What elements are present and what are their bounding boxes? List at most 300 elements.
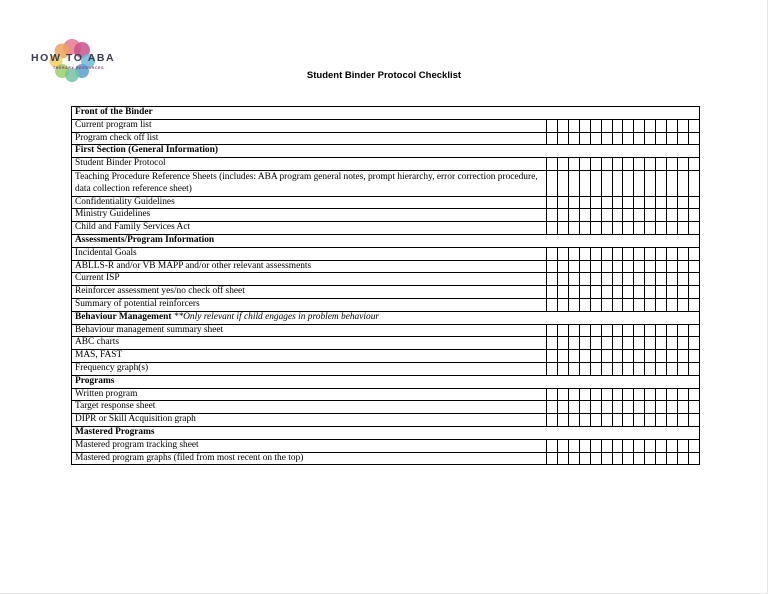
check-box[interactable] [678,414,689,427]
check-box[interactable] [601,324,612,337]
check-box[interactable] [568,414,579,427]
check-box[interactable] [678,209,689,222]
check-box[interactable] [547,260,558,273]
check-box[interactable] [612,401,623,414]
check-box[interactable] [667,298,678,311]
check-box[interactable] [601,388,612,401]
check-box[interactable] [678,388,689,401]
check-box[interactable] [656,452,667,465]
check-box[interactable] [579,222,590,235]
check-box[interactable] [568,439,579,452]
check-box[interactable] [667,452,678,465]
check-box[interactable] [656,362,667,375]
check-box[interactable] [667,439,678,452]
check-box[interactable] [656,119,667,132]
check-box[interactable] [645,158,656,171]
check-box[interactable] [557,388,568,401]
check-box[interactable] [557,324,568,337]
check-box[interactable] [557,222,568,235]
check-box[interactable] [634,298,645,311]
check-box[interactable] [623,298,634,311]
check-box[interactable] [568,452,579,465]
check-box[interactable] [667,170,678,196]
check-box[interactable] [579,247,590,260]
check-box[interactable] [623,209,634,222]
check-box[interactable] [688,362,699,375]
check-box[interactable] [678,452,689,465]
check-box[interactable] [645,170,656,196]
check-box[interactable] [634,119,645,132]
check-box[interactable] [590,222,601,235]
check-box[interactable] [547,222,558,235]
check-box[interactable] [634,401,645,414]
check-box[interactable] [634,260,645,273]
check-box[interactable] [623,337,634,350]
check-box[interactable] [557,170,568,196]
check-box[interactable] [634,388,645,401]
check-box[interactable] [688,132,699,145]
check-box[interactable] [645,388,656,401]
check-box[interactable] [601,286,612,299]
check-box[interactable] [678,350,689,363]
check-box[interactable] [667,273,678,286]
check-box[interactable] [656,439,667,452]
check-box[interactable] [678,119,689,132]
check-box[interactable] [623,350,634,363]
check-box[interactable] [656,337,667,350]
check-box[interactable] [656,247,667,260]
check-box[interactable] [547,247,558,260]
check-box[interactable] [579,401,590,414]
check-box[interactable] [678,273,689,286]
check-box[interactable] [612,170,623,196]
check-box[interactable] [590,362,601,375]
check-box[interactable] [623,414,634,427]
check-box[interactable] [634,196,645,209]
check-box[interactable] [645,196,656,209]
check-box[interactable] [667,209,678,222]
check-box[interactable] [634,222,645,235]
check-box[interactable] [667,247,678,260]
check-box[interactable] [678,337,689,350]
check-box[interactable] [568,350,579,363]
check-box[interactable] [688,222,699,235]
section-header-row [72,426,700,439]
check-box[interactable] [579,209,590,222]
check-box[interactable] [678,196,689,209]
check-box[interactable] [557,401,568,414]
check-box[interactable] [579,337,590,350]
check-box[interactable] [612,452,623,465]
check-box[interactable] [623,132,634,145]
check-box[interactable] [688,209,699,222]
check-box[interactable] [590,132,601,145]
check-box[interactable] [579,298,590,311]
check-box[interactable] [678,362,689,375]
check-box[interactable] [601,119,612,132]
check-box[interactable] [656,350,667,363]
check-box[interactable] [656,414,667,427]
check-box[interactable] [623,362,634,375]
check-box[interactable] [623,324,634,337]
check-box[interactable] [656,222,667,235]
check-box[interactable] [688,439,699,452]
check-box[interactable] [656,209,667,222]
check-box[interactable] [688,286,699,299]
check-box[interactable] [612,132,623,145]
check-box[interactable] [678,260,689,273]
checklist-table [71,106,700,465]
check-box[interactable] [645,132,656,145]
checklist-row [72,452,700,465]
check-box[interactable] [568,247,579,260]
check-box[interactable] [557,132,568,145]
check-box[interactable] [579,132,590,145]
check-box[interactable] [667,132,678,145]
check-box[interactable] [667,286,678,299]
check-box[interactable] [656,196,667,209]
check-box[interactable] [667,350,678,363]
check-box[interactable] [688,170,699,196]
check-box[interactable] [557,350,568,363]
check-box[interactable] [568,298,579,311]
check-box[interactable] [579,439,590,452]
check-box[interactable] [612,388,623,401]
check-box[interactable] [656,273,667,286]
check-box[interactable] [634,273,645,286]
check-box[interactable] [557,298,568,311]
check-box[interactable] [579,260,590,273]
check-box[interactable] [688,247,699,260]
check-box[interactable] [645,414,656,427]
section-heading-text: Front of the Binder [75,107,153,117]
check-box[interactable] [667,401,678,414]
check-box[interactable] [568,401,579,414]
check-box[interactable] [688,337,699,350]
check-box[interactable] [568,362,579,375]
check-box[interactable] [688,414,699,427]
check-box[interactable] [557,414,568,427]
check-box[interactable] [688,324,699,337]
check-box[interactable] [601,260,612,273]
check-box[interactable] [645,350,656,363]
check-box[interactable] [667,222,678,235]
check-box[interactable] [688,401,699,414]
check-box[interactable] [579,170,590,196]
check-box[interactable] [667,414,678,427]
check-box[interactable] [612,158,623,171]
check-box[interactable] [590,337,601,350]
check-box[interactable] [590,298,601,311]
check-box[interactable] [678,158,689,171]
check-box[interactable] [601,439,612,452]
check-box[interactable] [568,132,579,145]
check-box[interactable] [557,286,568,299]
check-box[interactable] [612,196,623,209]
check-box[interactable] [645,247,656,260]
check-box[interactable] [678,222,689,235]
check-box[interactable] [667,388,678,401]
check-box[interactable] [547,196,558,209]
check-box[interactable] [547,209,558,222]
check-box[interactable] [547,298,558,311]
check-box[interactable] [547,439,558,452]
section-header-row [72,107,700,120]
check-box[interactable] [568,209,579,222]
check-box[interactable] [547,324,558,337]
check-box[interactable] [623,388,634,401]
check-box[interactable] [656,401,667,414]
check-box[interactable] [579,414,590,427]
check-box[interactable] [579,158,590,171]
check-box[interactable] [634,414,645,427]
check-box[interactable] [645,401,656,414]
check-box[interactable] [623,401,634,414]
check-box[interactable] [601,452,612,465]
check-box[interactable] [612,324,623,337]
check-box[interactable] [623,196,634,209]
check-box[interactable] [688,119,699,132]
check-box[interactable] [579,362,590,375]
check-box[interactable] [601,196,612,209]
check-box[interactable] [590,439,601,452]
check-box[interactable] [547,388,558,401]
check-box[interactable] [557,452,568,465]
check-box[interactable] [601,350,612,363]
check-box[interactable] [590,286,601,299]
check-box[interactable] [568,388,579,401]
check-box[interactable] [688,298,699,311]
check-box[interactable] [678,324,689,337]
check-box[interactable] [601,132,612,145]
check-box[interactable] [688,158,699,171]
check-box[interactable] [656,324,667,337]
check-box[interactable] [623,170,634,196]
check-box[interactable] [590,247,601,260]
check-box[interactable] [547,337,558,350]
check-box[interactable] [634,132,645,145]
check-box[interactable] [667,324,678,337]
check-box[interactable] [590,452,601,465]
check-box[interactable] [547,452,558,465]
check-box[interactable] [645,222,656,235]
check-box[interactable] [612,298,623,311]
check-box[interactable] [612,209,623,222]
check-box[interactable] [557,337,568,350]
check-box[interactable] [634,324,645,337]
check-box[interactable] [678,286,689,299]
check-box[interactable] [645,324,656,337]
check-box[interactable] [634,439,645,452]
check-box[interactable] [645,298,656,311]
check-box[interactable] [667,337,678,350]
check-box[interactable] [590,273,601,286]
check-box[interactable] [579,388,590,401]
check-box[interactable] [601,401,612,414]
check-box[interactable] [678,247,689,260]
check-box[interactable] [634,286,645,299]
check-box[interactable] [634,452,645,465]
check-box[interactable] [623,286,634,299]
check-box[interactable] [688,273,699,286]
check-box[interactable] [634,362,645,375]
check-box[interactable] [590,119,601,132]
check-box[interactable] [623,439,634,452]
check-box[interactable] [547,401,558,414]
check-box[interactable] [579,452,590,465]
check-box[interactable] [547,119,558,132]
check-box[interactable] [601,170,612,196]
check-box[interactable] [612,273,623,286]
check-box[interactable] [634,350,645,363]
check-box[interactable] [601,222,612,235]
check-box[interactable] [656,158,667,171]
check-box[interactable] [645,452,656,465]
check-box[interactable] [547,362,558,375]
check-box[interactable] [590,158,601,171]
check-box[interactable] [590,196,601,209]
check-box[interactable] [667,119,678,132]
check-box[interactable] [623,158,634,171]
check-box[interactable] [612,247,623,260]
check-box[interactable] [678,439,689,452]
check-box[interactable] [557,362,568,375]
check-box[interactable] [645,337,656,350]
check-box[interactable] [568,222,579,235]
check-box[interactable] [601,209,612,222]
check-box[interactable] [623,119,634,132]
check-box[interactable] [645,260,656,273]
check-box[interactable] [568,337,579,350]
check-box[interactable] [547,158,558,171]
check-box[interactable] [612,350,623,363]
check-box[interactable] [656,132,667,145]
check-box[interactable] [547,414,558,427]
check-box[interactable] [568,286,579,299]
check-box[interactable] [623,260,634,273]
check-box[interactable] [623,452,634,465]
check-box[interactable] [568,170,579,196]
check-box[interactable] [645,209,656,222]
check-box[interactable] [656,170,667,196]
check-box[interactable] [590,260,601,273]
check-box[interactable] [601,337,612,350]
check-box[interactable] [601,298,612,311]
check-box[interactable] [547,132,558,145]
check-box[interactable] [579,119,590,132]
check-box[interactable] [590,324,601,337]
check-box[interactable] [579,286,590,299]
check-box[interactable] [634,247,645,260]
check-box[interactable] [557,119,568,132]
check-box[interactable] [601,158,612,171]
check-box[interactable] [590,350,601,363]
check-box[interactable] [590,209,601,222]
check-box[interactable] [579,324,590,337]
check-box[interactable] [612,260,623,273]
check-box[interactable] [678,170,689,196]
check-box[interactable] [623,273,634,286]
check-box[interactable] [568,158,579,171]
check-box[interactable] [634,170,645,196]
check-box[interactable] [688,260,699,273]
check-box[interactable] [590,414,601,427]
section-header-row [72,145,700,158]
check-box[interactable] [645,439,656,452]
check-box[interactable] [557,439,568,452]
check-box[interactable] [667,158,678,171]
check-box[interactable] [601,273,612,286]
check-box[interactable] [612,337,623,350]
check-box[interactable] [656,298,667,311]
check-box[interactable] [601,362,612,375]
check-box[interactable] [634,209,645,222]
check-box[interactable] [547,286,558,299]
check-box[interactable] [601,247,612,260]
check-box[interactable] [623,222,634,235]
check-box[interactable] [557,273,568,286]
check-box[interactable] [557,196,568,209]
check-box[interactable] [601,414,612,427]
check-box[interactable] [557,247,568,260]
check-box[interactable] [612,119,623,132]
check-box[interactable] [678,401,689,414]
check-box[interactable] [547,350,558,363]
check-box[interactable] [557,158,568,171]
check-box[interactable] [557,260,568,273]
check-box[interactable] [645,273,656,286]
check-box[interactable] [579,273,590,286]
check-box[interactable] [590,170,601,196]
check-box[interactable] [667,362,678,375]
check-box[interactable] [667,260,678,273]
check-box[interactable] [568,324,579,337]
check-box[interactable] [678,298,689,311]
check-box[interactable] [568,260,579,273]
check-box[interactable] [634,337,645,350]
check-box[interactable] [656,260,667,273]
check-box[interactable] [568,119,579,132]
check-box[interactable] [612,414,623,427]
check-box[interactable] [579,196,590,209]
check-box[interactable] [634,158,645,171]
check-box[interactable] [688,388,699,401]
check-box[interactable] [612,222,623,235]
check-box[interactable] [645,362,656,375]
check-box[interactable] [612,362,623,375]
check-box[interactable] [557,209,568,222]
check-box[interactable] [667,196,678,209]
check-box[interactable] [645,119,656,132]
check-box[interactable] [612,286,623,299]
check-box[interactable] [590,388,601,401]
check-box[interactable] [547,170,558,196]
check-box[interactable] [688,452,699,465]
check-box[interactable] [568,273,579,286]
check-box[interactable] [623,247,634,260]
check-box[interactable] [568,196,579,209]
check-box[interactable] [678,132,689,145]
check-box[interactable] [656,388,667,401]
check-box[interactable] [547,273,558,286]
check-box[interactable] [645,286,656,299]
check-box[interactable] [612,439,623,452]
check-box[interactable] [688,196,699,209]
check-box[interactable] [688,350,699,363]
check-box[interactable] [590,401,601,414]
check-box[interactable] [656,286,667,299]
check-box[interactable] [579,350,590,363]
